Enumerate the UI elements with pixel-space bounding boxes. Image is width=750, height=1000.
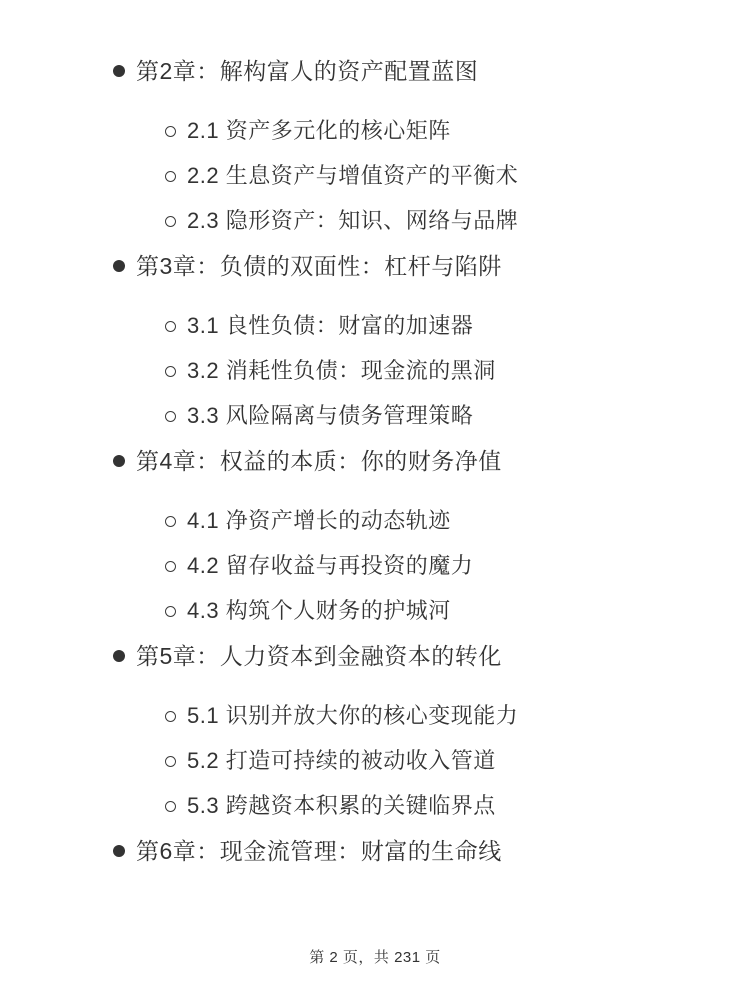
toc-chapter: [113, 642, 710, 820]
chapter-title: 第4章：权益的本质：你的财务净值: [136, 448, 502, 474]
bullet-circle-icon: [165, 801, 176, 812]
toc-chapter: [113, 447, 710, 625]
section-list: [165, 117, 710, 235]
toc-section: [165, 747, 710, 775]
bullet-circle-icon: [165, 171, 176, 182]
bullet-circle-icon: [165, 516, 176, 527]
bullet-circle-icon: [165, 126, 176, 137]
bullet-circle-icon: [165, 756, 176, 767]
toc-section: [165, 207, 710, 235]
bullet-disc-icon: [113, 455, 125, 467]
chapter-row: [113, 447, 710, 475]
bullet-disc-icon: [113, 650, 125, 662]
section-title: 2.1 资产多元化的核心矩阵: [187, 118, 451, 143]
chapter-row: [113, 57, 710, 85]
bullet-circle-icon: [165, 411, 176, 422]
section-title: 3.3 风险隔离与债务管理策略: [187, 403, 474, 428]
bullet-circle-icon: [165, 321, 176, 332]
bullet-circle-icon: [165, 606, 176, 617]
chapter-row: [113, 252, 710, 280]
section-title: 2.3 隐形资产：知识、网络与品牌: [187, 208, 519, 233]
section-title: 5.1 识别并放大你的核心变现能力: [187, 703, 519, 728]
toc-section: [165, 507, 710, 535]
section-title: 3.2 消耗性负债：现金流的黑洞: [187, 358, 496, 383]
toc-section: [165, 702, 710, 730]
bullet-disc-icon: [113, 65, 125, 77]
toc-section: [165, 357, 710, 385]
section-title: 5.3 跨越资本积累的关键临界点: [187, 793, 496, 818]
toc-chapter: [113, 252, 710, 430]
toc-section: [165, 597, 710, 625]
section-title: 4.1 净资产增长的动态轨迹: [187, 508, 451, 533]
section-title: 5.2 打造可持续的被动收入管道: [187, 748, 496, 773]
toc-chapter: [113, 837, 710, 865]
toc-section: [165, 162, 710, 190]
chapter-title: 第2章：解构富人的资产配置蓝图: [136, 58, 479, 84]
chapter-title: 第6章：现金流管理：财富的生命线: [136, 838, 502, 864]
section-title: 3.1 良性负债：财富的加速器: [187, 313, 474, 338]
chapter-row: [113, 837, 710, 865]
bullet-circle-icon: [165, 366, 176, 377]
toc-section: [165, 402, 710, 430]
section-title: 2.2 生息资产与增值资产的平衡术: [187, 163, 519, 188]
toc-section: [165, 552, 710, 580]
section-list: [165, 312, 710, 430]
toc-section: [165, 117, 710, 145]
chapter-title: 第3章：负债的双面性：杠杆与陷阱: [136, 253, 502, 279]
chapter-title: 第5章：人力资本到金融资本的转化: [136, 643, 502, 669]
toc-chapter: [113, 57, 710, 235]
section-list: [165, 702, 710, 820]
chapter-row: [113, 642, 710, 670]
bullet-disc-icon: [113, 260, 125, 272]
bullet-circle-icon: [165, 561, 176, 572]
toc-section: [165, 312, 710, 340]
bullet-disc-icon: [113, 845, 125, 857]
bullet-circle-icon: [165, 216, 176, 227]
bullet-circle-icon: [165, 711, 176, 722]
toc-section: [165, 792, 710, 820]
section-title: 4.2 留存收益与再投资的魔力: [187, 553, 474, 578]
section-title: 4.3 构筑个人财务的护城河: [187, 598, 451, 623]
page-number-indicator: 第 2 页，共 231 页: [309, 949, 441, 966]
section-list: [165, 507, 710, 625]
